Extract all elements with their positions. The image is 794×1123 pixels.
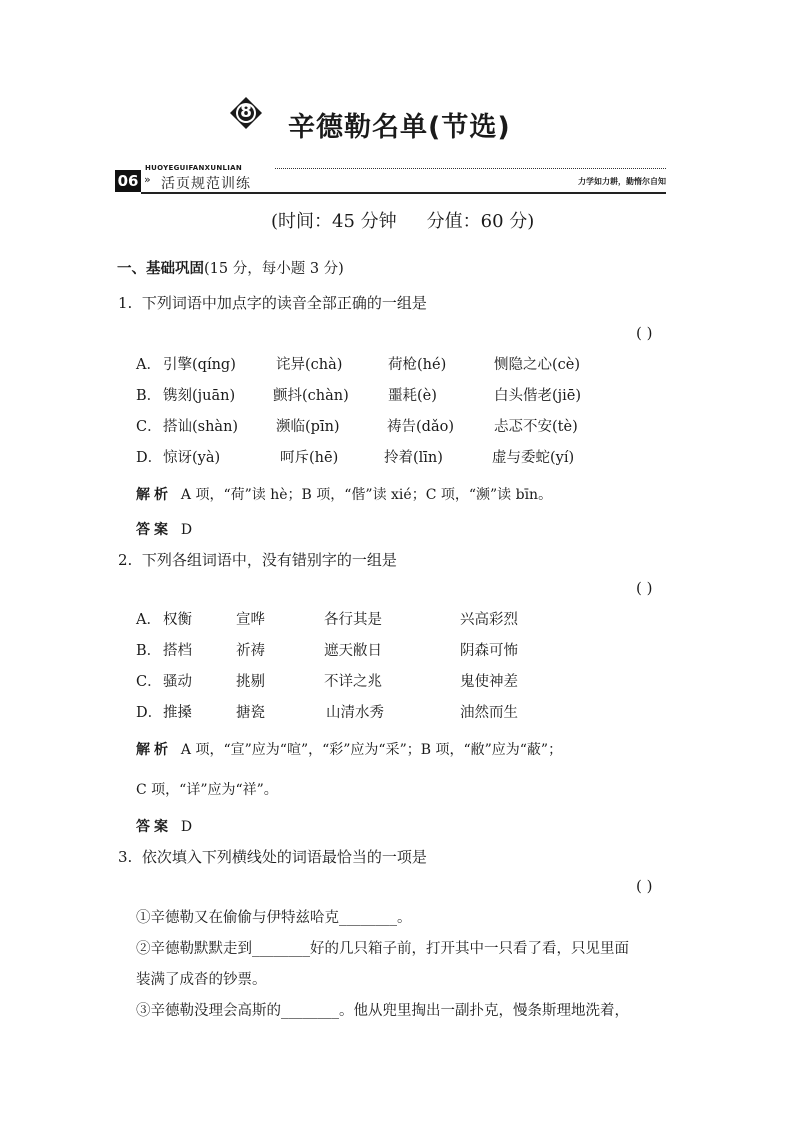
page-title: 辛德勒名单(节选) <box>288 112 511 143</box>
answer-label: 答案 <box>136 522 172 538</box>
option-item: 兴高彩烈 <box>460 612 518 628</box>
option-item: 骚动 <box>163 674 192 690</box>
section-header-bar <box>115 164 666 194</box>
question-1-stem <box>118 292 427 313</box>
option-item: 不详之兆 <box>324 674 382 690</box>
answer-paren: ( ) <box>636 579 653 597</box>
answer-value: D <box>180 819 193 835</box>
option-item: 油然而生 <box>460 705 518 721</box>
option-item: 挑剔 <box>236 674 265 690</box>
question-number: 1. <box>118 294 133 312</box>
option-letter: D． <box>136 450 163 466</box>
header-motto: 力学如力耕，勤惰尔自知 <box>578 177 666 186</box>
header-tag: 06 <box>115 170 141 192</box>
double-chevron-icon: » <box>144 173 151 186</box>
answer <box>136 816 192 836</box>
option-item: 宣哗 <box>236 612 265 628</box>
option-item: 遮天敝日 <box>324 643 382 659</box>
answer-paren: ( ) <box>636 877 653 895</box>
analysis-label: 解析 <box>136 742 172 758</box>
answer-paren: ( ) <box>636 324 653 342</box>
option-letter: C． <box>136 674 162 690</box>
passage-line: 装满了成沓的钞票。 <box>136 972 267 988</box>
option-item: 搪瓷 <box>236 705 265 721</box>
question-number: 3. <box>118 848 133 866</box>
analysis <box>136 484 552 504</box>
header-label: 活页规范训练 <box>161 176 251 192</box>
option-letter: A． <box>136 357 161 373</box>
question-3-stem <box>118 846 427 867</box>
analysis-text: A 项，“宣”应为“喧”，“彩”应为“采”；B 项，“敝”应为“蔽”； <box>180 742 563 758</box>
option-item: 推搡 <box>163 705 192 721</box>
passage-line: ③辛德勒没理会高斯的________。他从兜里掏出一副扑克，慢条斯理地洗着， <box>136 1003 629 1019</box>
section-note: (15 分，每小题 3 分) <box>204 261 344 277</box>
option-letter: B． <box>136 643 162 659</box>
header-pinyin: HUOYEGUIFANXUNLIAN <box>145 164 243 172</box>
option-item: 搭讪(shàn) <box>163 419 239 435</box>
total-score: 分值：60 分) <box>426 211 535 232</box>
option-item: 山清水秀 <box>326 705 384 721</box>
option-letter: C． <box>136 419 162 435</box>
option-letter: B． <box>136 388 162 404</box>
time-limit: (时间：45 分钟 <box>271 211 397 232</box>
analysis <box>136 739 562 759</box>
option-item: 荷枪(hé) <box>388 357 447 373</box>
option-item: 各行其是 <box>324 612 382 628</box>
option-item: 引擎(qíng) <box>163 357 236 373</box>
option-item: 权衡 <box>163 612 192 628</box>
option-item: 鬼使神差 <box>460 674 518 690</box>
header-underline <box>141 192 666 194</box>
lesson-number-badge <box>229 96 263 130</box>
option-item: 恻隐之心(cè) <box>494 357 581 373</box>
dotted-divider <box>275 168 666 169</box>
section-title: 一、基础巩固 <box>117 261 204 277</box>
passage-line: ②辛德勒默默走到________好的几只箱子前，打开其中一只看了看，只见里面 <box>136 941 629 957</box>
passage-line: ①辛德勒又在偷偷与伊特兹哈克________。 <box>136 910 412 926</box>
question-2-stem <box>118 549 397 570</box>
lesson-number: 8 <box>240 102 252 122</box>
option-item: 噩耗(è) <box>388 388 437 404</box>
question-text: 依次填入下列横线处的词语最恰当的一项是 <box>141 848 427 866</box>
option-letter: A． <box>136 612 161 628</box>
option-item: 搭档 <box>163 643 192 659</box>
analysis-text: A 项，“荷”读 hè；B 项，“偕”读 xié；C 项，“濒”读 bīn。 <box>180 487 553 503</box>
option-item: 忐忑不安(tè) <box>494 419 578 435</box>
answer-value: D <box>180 522 193 538</box>
option-item: 阴森可怖 <box>460 643 518 659</box>
option-item: 颤抖(chàn) <box>273 388 349 404</box>
option-item: 祷告(dǎo) <box>387 419 454 435</box>
option-item: 镌刻(juān) <box>163 388 236 404</box>
option-item: 濒临(pīn) <box>276 419 340 435</box>
section-heading <box>117 257 344 278</box>
analysis-label: 解析 <box>136 487 172 503</box>
question-text: 下列各组词语中，没有错别字的一组是 <box>141 551 397 569</box>
analysis-continued: C 项，“详”应为“祥”。 <box>136 782 278 798</box>
question-text: 下列词语中加点字的读音全部正确的一组是 <box>141 294 427 312</box>
option-item: 诧异(chà) <box>276 357 343 373</box>
option-item: 祈祷 <box>236 643 265 659</box>
option-item: 白头偕老(jiē) <box>494 388 582 404</box>
answer-label: 答案 <box>136 819 172 835</box>
option-item: 惊讶(yà) <box>163 450 221 466</box>
answer <box>136 519 192 539</box>
option-item: 虚与委蛇(yí) <box>492 450 575 466</box>
option-item: 呵斥(hē) <box>280 450 339 466</box>
option-item: 拎着(līn) <box>384 450 443 466</box>
question-number: 2. <box>118 551 133 569</box>
option-letter: D． <box>136 705 163 721</box>
exam-meta <box>271 207 534 233</box>
